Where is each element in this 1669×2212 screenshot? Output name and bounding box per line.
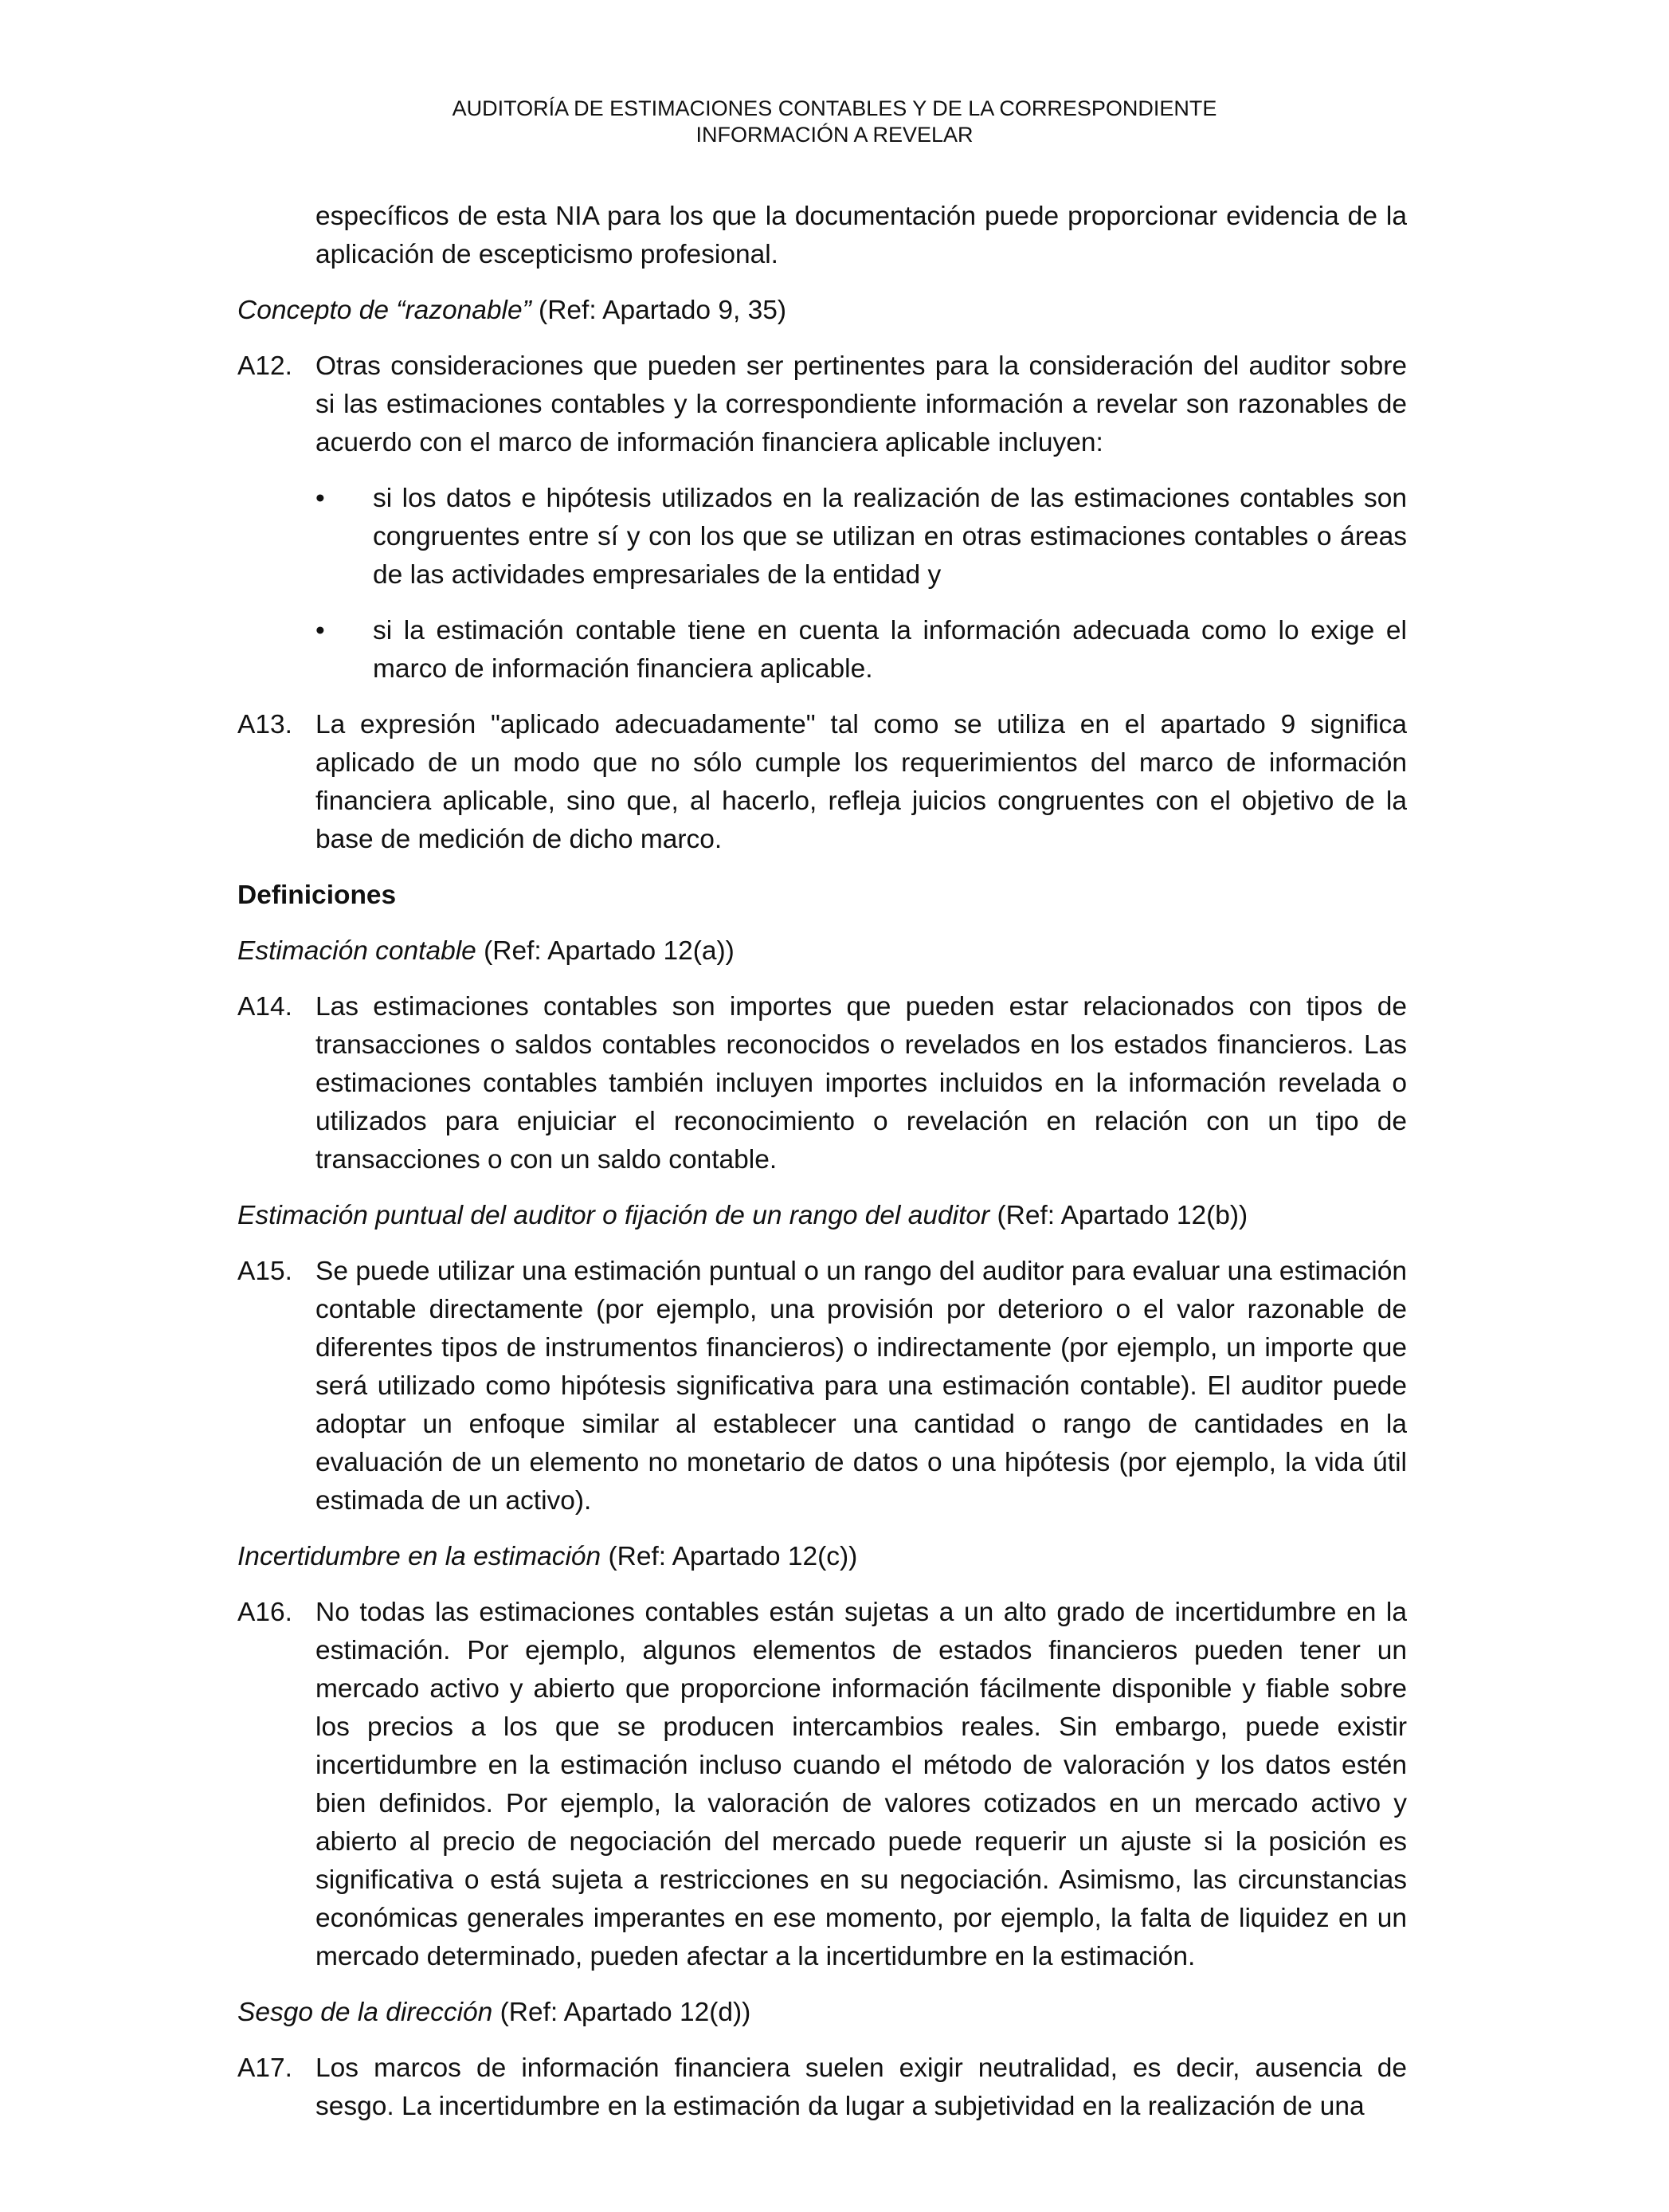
section-title: Estimación puntual del auditor o fijación de un rango del auditor — [237, 1201, 990, 1230]
section-heading-razonable — [237, 292, 1407, 330]
section-ref: (Ref: Apartado 9, 35) — [531, 296, 787, 325]
paragraph-a13 — [237, 706, 1407, 859]
section-ref: (Ref: Apartado 12(a)) — [476, 936, 735, 966]
list-item-text: si la estimación contable tiene en cuenta la información adecuada como lo exige el marco de información financiera aplicable. — [373, 616, 1407, 684]
section-title: Sesgo de la dirección — [237, 1998, 493, 2027]
section-ref: (Ref: Apartado 12(d)) — [492, 1998, 751, 2027]
paragraph-text: No todas las estimaciones contables están sujetas a un alto grado de incertidumbre en la estimación. Por ejemplo, algunos elementos de estados financieros pueden tener un mercado activo y abierto que proporcione información fácilmente disponible y fiable sobre los precios a los que se producen intercambios reales. Sin embargo, puede existir incertidumbre en la estimación incluso cuando el método de valoración y los datos estén bien definidos. Por ejemplo, la valoración de valores cotizados en un mercado activo y abierto al precio de negociación del mercado puede requerir un ajuste si la posición es significativa o está sujeta a restricciones en su negociación. Asimismo, las circunstancias económicas generales imperantes en ese momento, por ejemplo, la falta de liquidez en un mercado determinado, pueden afectar a la incertidumbre en la estimación. — [315, 1598, 1407, 1971]
section-title: Estimación contable — [237, 936, 476, 966]
list-item — [237, 480, 1407, 594]
paragraph-text: La expresión "aplicado adecuadamente" tal como se utiliza en el apartado 9 significa aplicado de un modo que no sólo cumple los requerimientos del marco de información financiera aplicable, sino que, al hacerlo, refleja juicios congruentes con el objetivo de la base de medición de dicho marco. — [315, 710, 1407, 854]
section-ref: (Ref: Apartado 12(c)) — [601, 1542, 858, 1571]
section-heading-sesgo — [237, 1994, 1407, 2032]
header-line-2: INFORMACIÓN A REVELAR — [695, 123, 974, 147]
section-heading-definiciones: Definiciones — [237, 880, 397, 910]
bullet-list — [315, 480, 1407, 688]
bullet-icon: • — [315, 484, 325, 513]
paragraph-number: A16. — [237, 1598, 292, 1627]
section-title: Concepto de “razonable” — [237, 296, 531, 325]
section-heading-estimacion-puntual — [237, 1197, 1407, 1235]
page-header — [0, 96, 1669, 148]
bullet-icon: • — [315, 616, 325, 645]
list-item — [237, 612, 1407, 688]
paragraph-a16 — [237, 1594, 1407, 1976]
paragraph-number: A14. — [237, 992, 292, 1022]
paragraph-a17 — [237, 2049, 1407, 2126]
section-heading-incertidumbre — [237, 1538, 1407, 1576]
paragraph-number: A12. — [237, 351, 292, 381]
header-line-1: AUDITORÍA DE ESTIMACIONES CONTABLES Y DE LA CORRESPONDIENTE — [452, 96, 1217, 120]
document-body — [237, 198, 1407, 2126]
paragraph-text: Otras consideraciones que pueden ser pertinentes para la consideración del auditor sobre si las estimaciones contables y la correspondiente información a revelar son razonables de acuerdo con el marco de información financiera aplicable incluyen: — [315, 351, 1407, 457]
paragraph-a14 — [237, 988, 1407, 1179]
section-ref: (Ref: Apartado 12(b)) — [989, 1201, 1248, 1230]
paragraph-a12 — [237, 347, 1407, 688]
section-title: Incertidumbre en la estimación — [237, 1542, 601, 1571]
paragraph-text: Los marcos de información financiera suelen exigir neutralidad, es decir, ausencia de sesgo. La incertidumbre en la estimación da lugar a subjetividad en la realización de una — [315, 2053, 1407, 2121]
paragraph-text: Se puede utilizar una estimación puntual o un rango del auditor para evaluar una estimación contable directamente (por ejemplo, una provisión por deterioro o el valor razonable de diferentes tipos de instrumentos financieros) o indirectamente (por ejemplo, un importe que será utilizado como hipótesis significativa para una estimación contable). El auditor puede adoptar un enfoque similar al establecer una cantidad o rango de cantidades en la evaluación de un elemento no monetario de datos o una hipótesis (por ejemplo, la vida útil estimada de un activo). — [315, 1257, 1407, 1516]
paragraph-number: A17. — [237, 2053, 292, 2083]
paragraph-a15 — [237, 1253, 1407, 1520]
paragraph-number: A15. — [237, 1257, 292, 1286]
section-heading-estimacion-contable — [237, 932, 1407, 971]
paragraph-text: Las estimaciones contables son importes que pueden estar relacionados con tipos de transacciones o saldos contables reconocidos o revelados en los estados financieros. Las estimaciones contables también incluyen importes incluidos en la información revelada o utilizados para enjuiciar el reconocimiento o revelación en relación con un tipo de transacciones o con un saldo contable. — [315, 992, 1407, 1175]
list-item-text: si los datos e hipótesis utilizados en la realización de las estimaciones contables son congruentes entre sí y con los que se utilizan en otras estimaciones contables o áreas de las actividades empresariales de la entidad y — [373, 484, 1407, 590]
continuation-text: específicos de esta NIA para los que la documentación puede proporcionar evidencia de la aplicación de escepticismo profesional. — [315, 202, 1407, 269]
paragraph-number: A13. — [237, 710, 292, 739]
